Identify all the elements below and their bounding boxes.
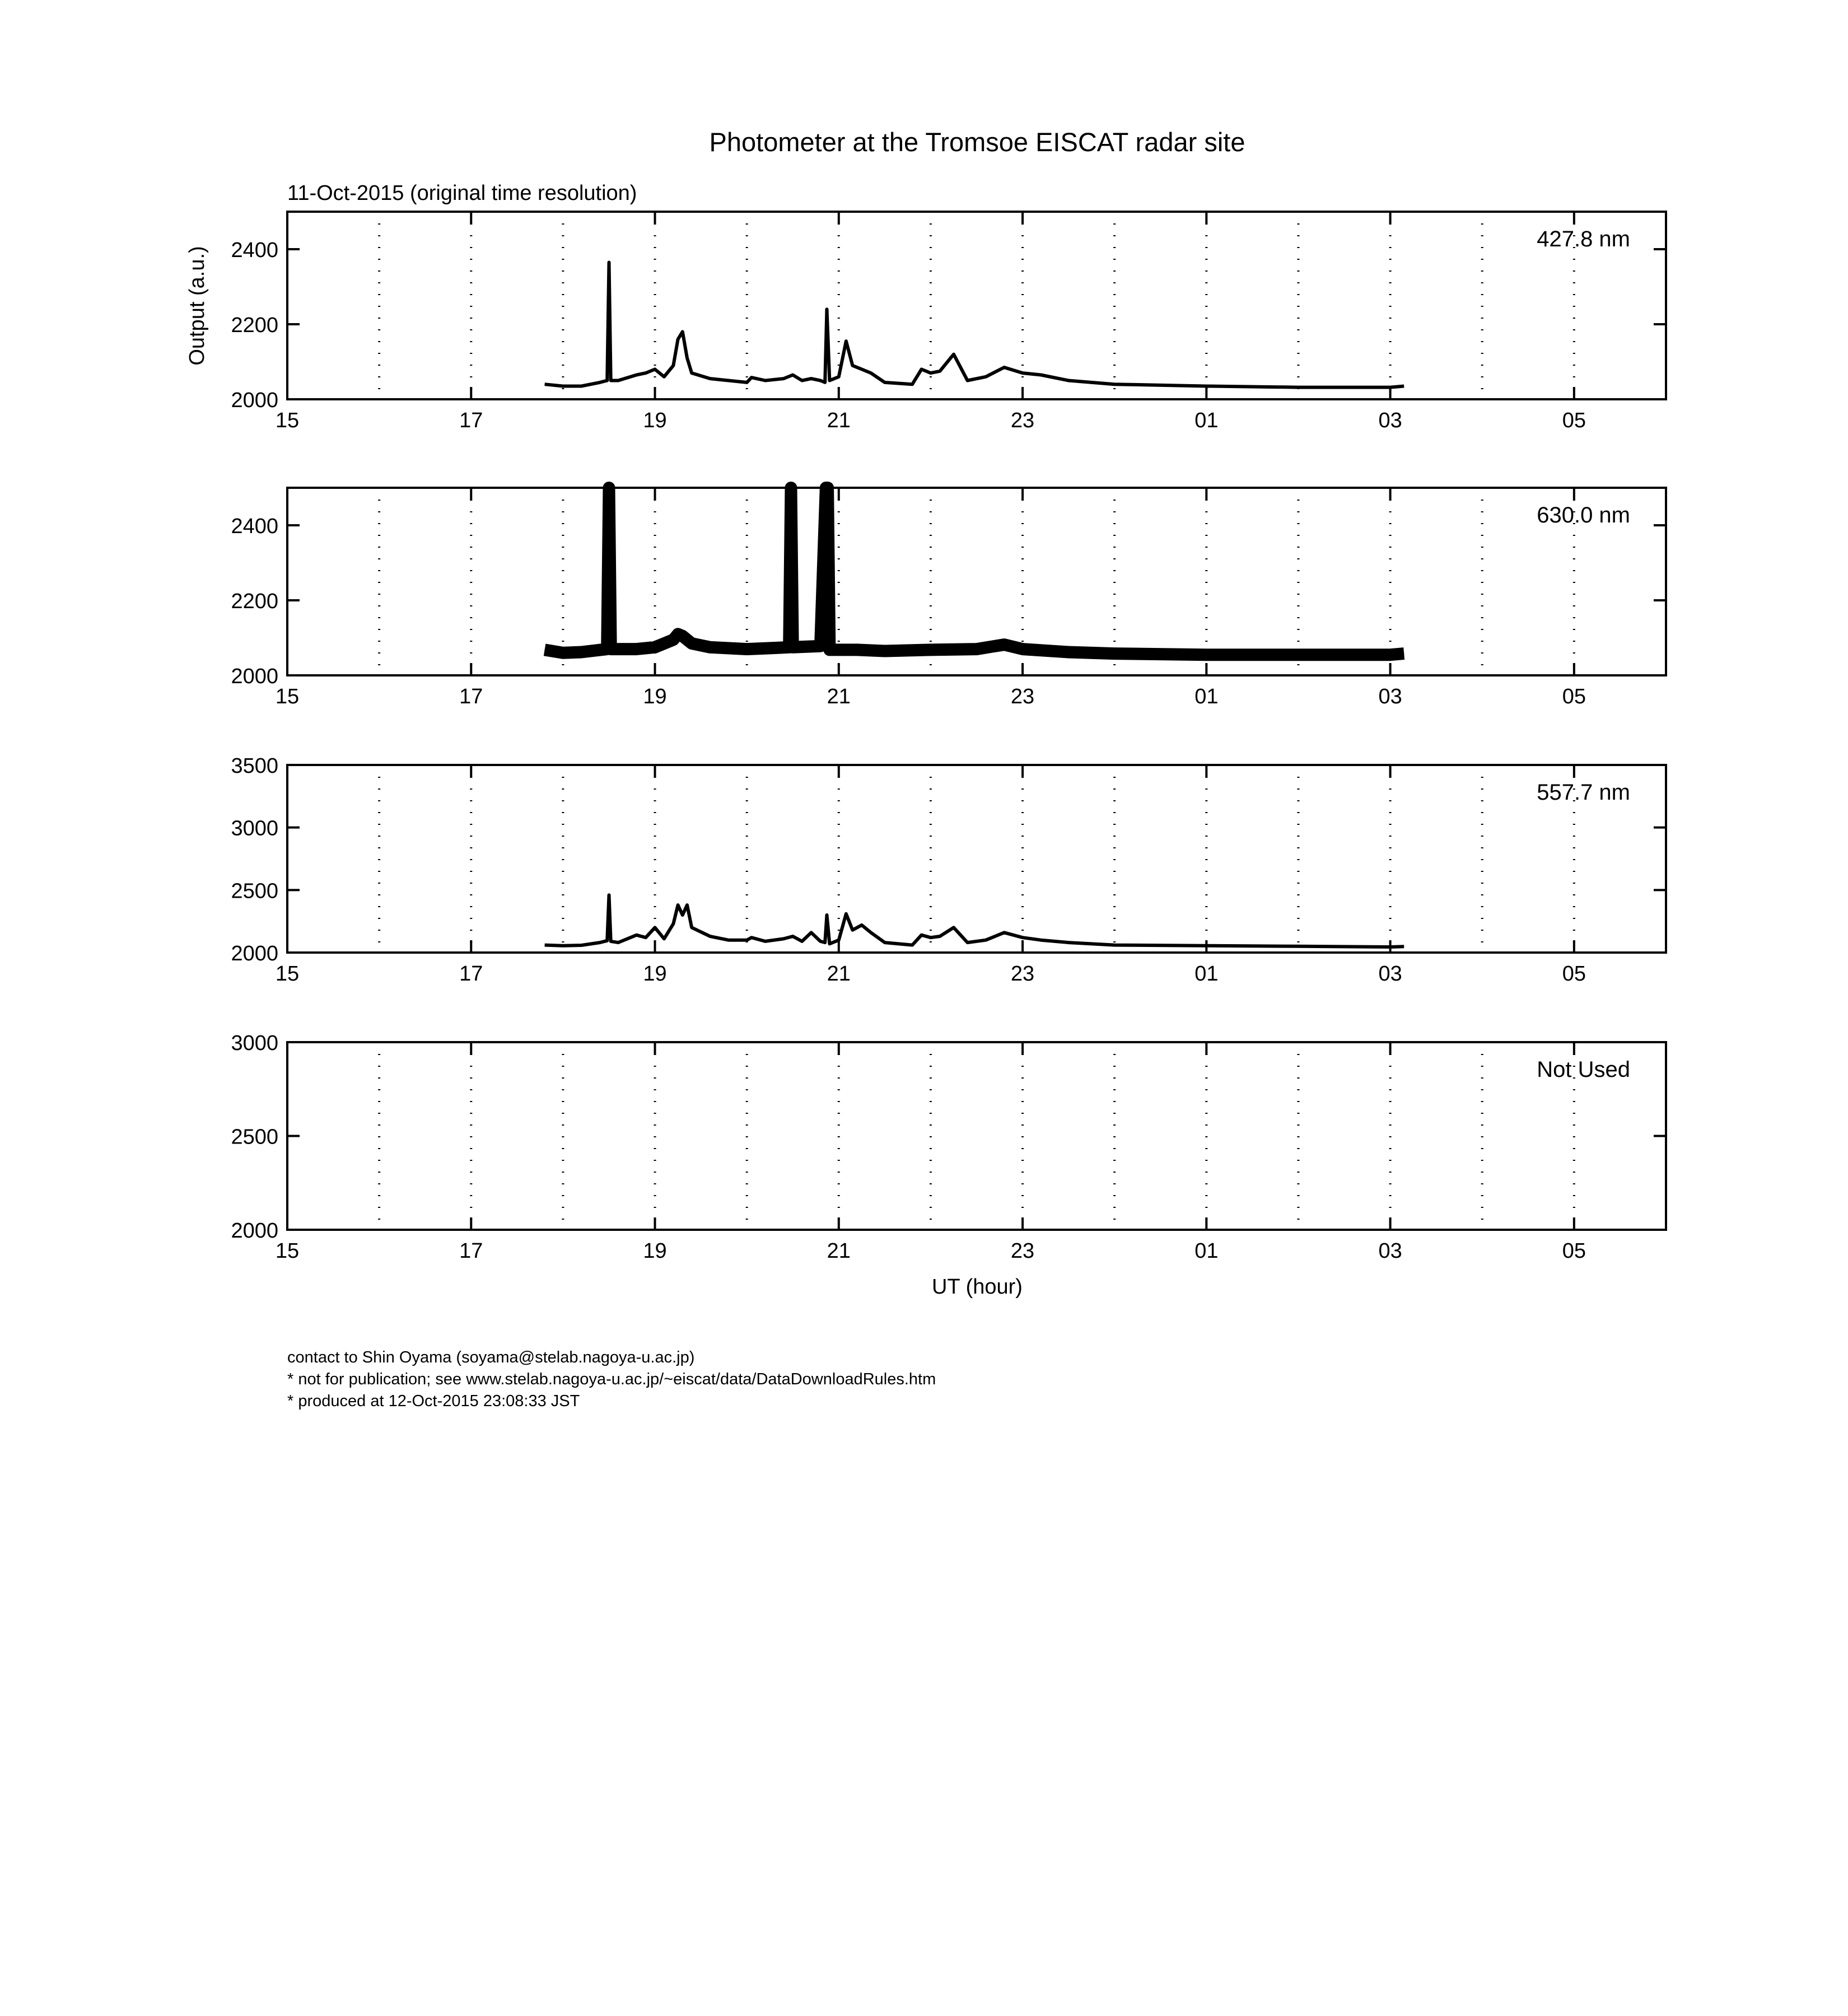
channel-label: 630.0 nm — [1537, 503, 1630, 528]
x-tick-label: 03 — [1378, 409, 1402, 432]
x-tick-label: 21 — [827, 409, 851, 432]
footer-publication-note: * not for publication; see www.stelab.nagoya-u.ac.jp/~eiscat/data/DataDownloadRules.htm — [287, 1370, 936, 1388]
x-tick-label: 05 — [1562, 409, 1586, 432]
y-tick-label: 2000 — [231, 389, 278, 412]
x-tick-label: 01 — [1194, 1239, 1219, 1263]
x-tick-label: 15 — [275, 962, 300, 986]
axes-frame — [287, 765, 1666, 953]
panel-1 — [231, 212, 1666, 432]
x-tick-label: 19 — [643, 962, 667, 986]
y-tick-label: 2000 — [231, 942, 278, 965]
footer-notes — [287, 1347, 936, 1412]
x-tick-label: 01 — [1194, 962, 1219, 986]
x-tick-label: 19 — [643, 685, 667, 708]
x-tick-label: 05 — [1562, 962, 1586, 986]
x-tick-label: 03 — [1378, 962, 1402, 986]
y-tick-label: 2200 — [231, 314, 278, 337]
x-tick-label: 15 — [275, 409, 300, 432]
panel-3 — [231, 754, 1666, 986]
x-tick-label: 19 — [643, 1239, 667, 1263]
x-tick-label: 17 — [459, 962, 483, 986]
y-tick-label: 2200 — [231, 590, 278, 613]
series-line — [545, 488, 1404, 655]
x-tick-label: 17 — [459, 685, 483, 708]
y-tick-label: 2500 — [231, 1125, 278, 1149]
series-line-core — [545, 488, 1404, 655]
x-tick-label: 03 — [1378, 1239, 1402, 1263]
x-tick-label: 15 — [275, 685, 300, 708]
x-tick-label: 21 — [827, 1239, 851, 1263]
x-tick-label: 05 — [1562, 1239, 1586, 1263]
figure-subtitle: 11-Oct-2015 (original time resolution) — [287, 181, 637, 205]
series-line — [545, 895, 1404, 947]
x-tick-label: 23 — [1010, 962, 1035, 986]
y-tick-label: 2000 — [231, 1219, 278, 1243]
y-tick-label: 2400 — [231, 239, 278, 262]
x-tick-label: 01 — [1194, 409, 1219, 432]
x-tick-label: 23 — [1010, 409, 1035, 432]
x-tick-label: 21 — [827, 962, 851, 986]
y-tick-label: 3000 — [231, 1032, 278, 1055]
x-tick-label: 21 — [827, 685, 851, 708]
x-tick-label: 23 — [1010, 1239, 1035, 1263]
series-line — [545, 263, 1404, 388]
chart-panels — [231, 212, 1666, 1263]
channel-label: 557.7 nm — [1537, 780, 1630, 805]
x-tick-label: 01 — [1194, 685, 1219, 708]
axes-frame — [287, 1042, 1666, 1230]
x-tick-label: 17 — [459, 409, 483, 432]
y-tick-label: 2500 — [231, 879, 278, 903]
x-tick-label: 19 — [643, 409, 667, 432]
panel-4 — [231, 1032, 1666, 1263]
panel-2 — [231, 488, 1666, 708]
y-axis-label: Output (a.u.) — [185, 246, 209, 366]
y-tick-label: 2400 — [231, 515, 278, 538]
y-tick-label: 3000 — [231, 816, 278, 841]
x-tick-label: 15 — [275, 1239, 300, 1263]
y-tick-label: 2000 — [231, 665, 278, 688]
footer-contact: contact to Shin Oyama (soyama@stelab.nagoya-u.ac.jp) — [287, 1348, 695, 1366]
y-tick-label: 3500 — [231, 754, 278, 778]
channel-label: 427.8 nm — [1537, 227, 1630, 251]
x-axis-label: UT (hour) — [932, 1275, 1023, 1299]
x-tick-label: 23 — [1010, 685, 1035, 708]
channel-label: Not Used — [1537, 1057, 1630, 1082]
figure-title: Photometer at the Tromsoe EISCAT radar site — [709, 127, 1245, 157]
axes-frame — [287, 212, 1666, 399]
footer-produced-note: * produced at 12-Oct-2015 23:08:33 JST — [287, 1392, 580, 1410]
x-tick-label: 17 — [459, 1239, 483, 1263]
x-tick-label: 05 — [1562, 685, 1586, 708]
x-tick-label: 03 — [1378, 685, 1402, 708]
